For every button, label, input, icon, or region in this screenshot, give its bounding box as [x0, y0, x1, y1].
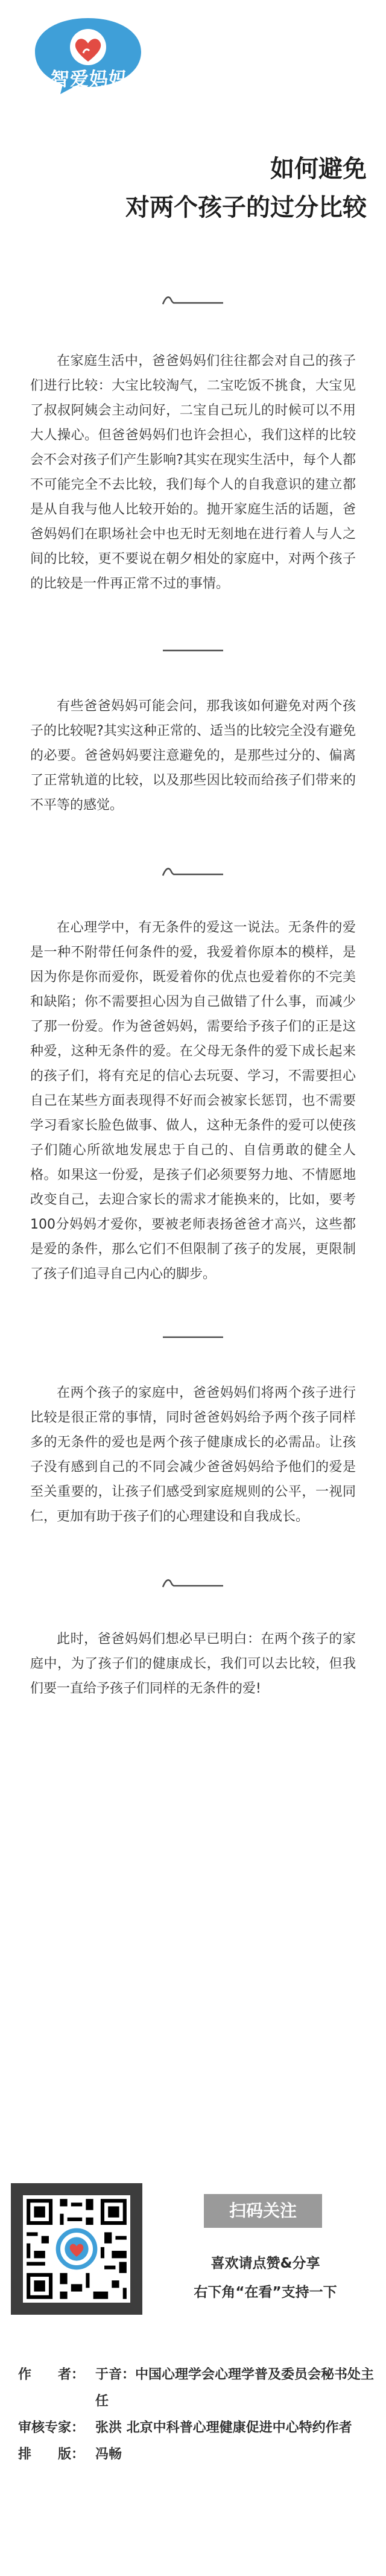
- line-divider: [160, 1326, 226, 1348]
- article-title: [125, 150, 367, 227]
- follow-section: [11, 2183, 375, 2315]
- wave-divider: [160, 290, 226, 311]
- credits: [18, 2362, 374, 2468]
- credit-value: 张洪 北京中科普心理健康促进中心特约作者: [95, 2420, 352, 2435]
- credit-label: 排 版：: [18, 2447, 85, 2462]
- qr-code-icon[interactable]: [23, 2195, 130, 2303]
- logo-text: 智爱妈妈: [51, 69, 128, 91]
- paragraph: 此时，爸爸妈妈们想必早已明白：在两个孩子的家庭中，为了孩子们的健康成长，我们可以去比较，但我们要一直给予孩子们同样的无条件的爱!: [30, 1632, 356, 1696]
- follow-badge: 扫码关注: [204, 2194, 322, 2228]
- header: [0, 0, 386, 221]
- title-line-1: 如何避免: [270, 155, 367, 183]
- qr-frame: [11, 2183, 142, 2315]
- line-divider: [160, 640, 226, 661]
- watching-support-text: 右下角“在看”支持一下: [194, 2285, 337, 2300]
- like-share-text: 喜欢请点赞&分享: [210, 2256, 320, 2271]
- credit-value: 冯畅: [95, 2447, 122, 2462]
- paragraph: 有些爸爸妈妈可能会问，那我该如何避免对两个孩子的比较呢?其实这种正常的、适当的比较完全没有避免的必要。爸爸妈妈要注意避免的，是那些过分的、偏离了正常轨道的比较，以及那些因比较而给孩子们带来的不平等的感觉。: [30, 699, 356, 813]
- paragraph: 在家庭生活中，爸爸妈妈们往往都会对自己的孩子们进行比较：大宝比较淘气，二宝吃饭不挑食，大宝见了叔叔阿姨会主动问好，二宝自己玩儿的时候可以不用大人操心。但爸爸妈妈们也许会担心，我们这样的比较会不会对孩子们产生影响?其实在现实生活中，每个人都不可能完全不去比较，我们每个人的自我意识的建立都是从自我与他人比较开始的。抛开家庭生活的话题，爸爸妈妈们在职场社会中也无时无刻地在进行着人与人之间的比较，更不要说在朝夕相处的家庭中，对两个孩子的比较是一件再正常不过的事情。: [30, 354, 356, 591]
- paragraph: 在两个孩子的家庭中，爸爸妈妈们将两个孩子进行比较是很正常的事情，同时爸爸妈妈给予两个孩子同样多的无条件的爱也是两个孩子健康成长的必需品。让孩子没有感到自己的不同会减少爸爸妈妈给予他们的爱是至关重要的，让孩子们感受到家庭规则的公平，一视同仁，更加有助于孩子们的心理建设和自我成长。: [30, 1385, 356, 1524]
- title-line-2: 对两个孩子的过分比较: [125, 194, 367, 221]
- wave-divider: [160, 861, 226, 883]
- wave-divider: [160, 1573, 226, 1594]
- credit-row-reviewer: [18, 2415, 374, 2441]
- credit-row-layout: [18, 2441, 374, 2468]
- paragraph: 在心理学中，有无条件的爱这一说法。无条件的爱是一种不附带任何条件的爱，我爱着你原本的模样，是因为你是你而爱你，既爱着你的优点也爱着你的不完美和缺陷；你不需要担心因为自己做错了什么事，而减少了那一份爱。作为爸爸妈妈，需要给予孩子们的正是这种爱，这种无条件的爱。在父母无条件的爱下成长起来的孩子们，将有充足的信心去玩耍、学习，不需要担心自己在某些方面表现得不好而会被家长惩罚，也不需要学习看家长脸色做事、做人，这种无条件的爱可以使孩子们随心所欲地发展忠于自己的、自信勇敢的健全人格。如果这一份爱，是孩子们必须要努力地、不情愿地改变自己，去迎合家长的需求才能换来的，比如，要考100分妈妈才爱你，要被老师表扬爸爸才高兴，这些都是爱的条件，那么它们不但限制了孩子的发展，更限制了孩子们追寻自己内心的脚步。: [30, 920, 356, 1282]
- credit-value: 于音：中国心理学会心理学普及委员会秘书处主任: [95, 2367, 375, 2409]
- credit-row-author: [18, 2362, 374, 2415]
- article-body: [0, 290, 386, 1701]
- credit-label: 作 者：: [18, 2367, 85, 2382]
- credit-label: 审核专家：: [18, 2420, 85, 2435]
